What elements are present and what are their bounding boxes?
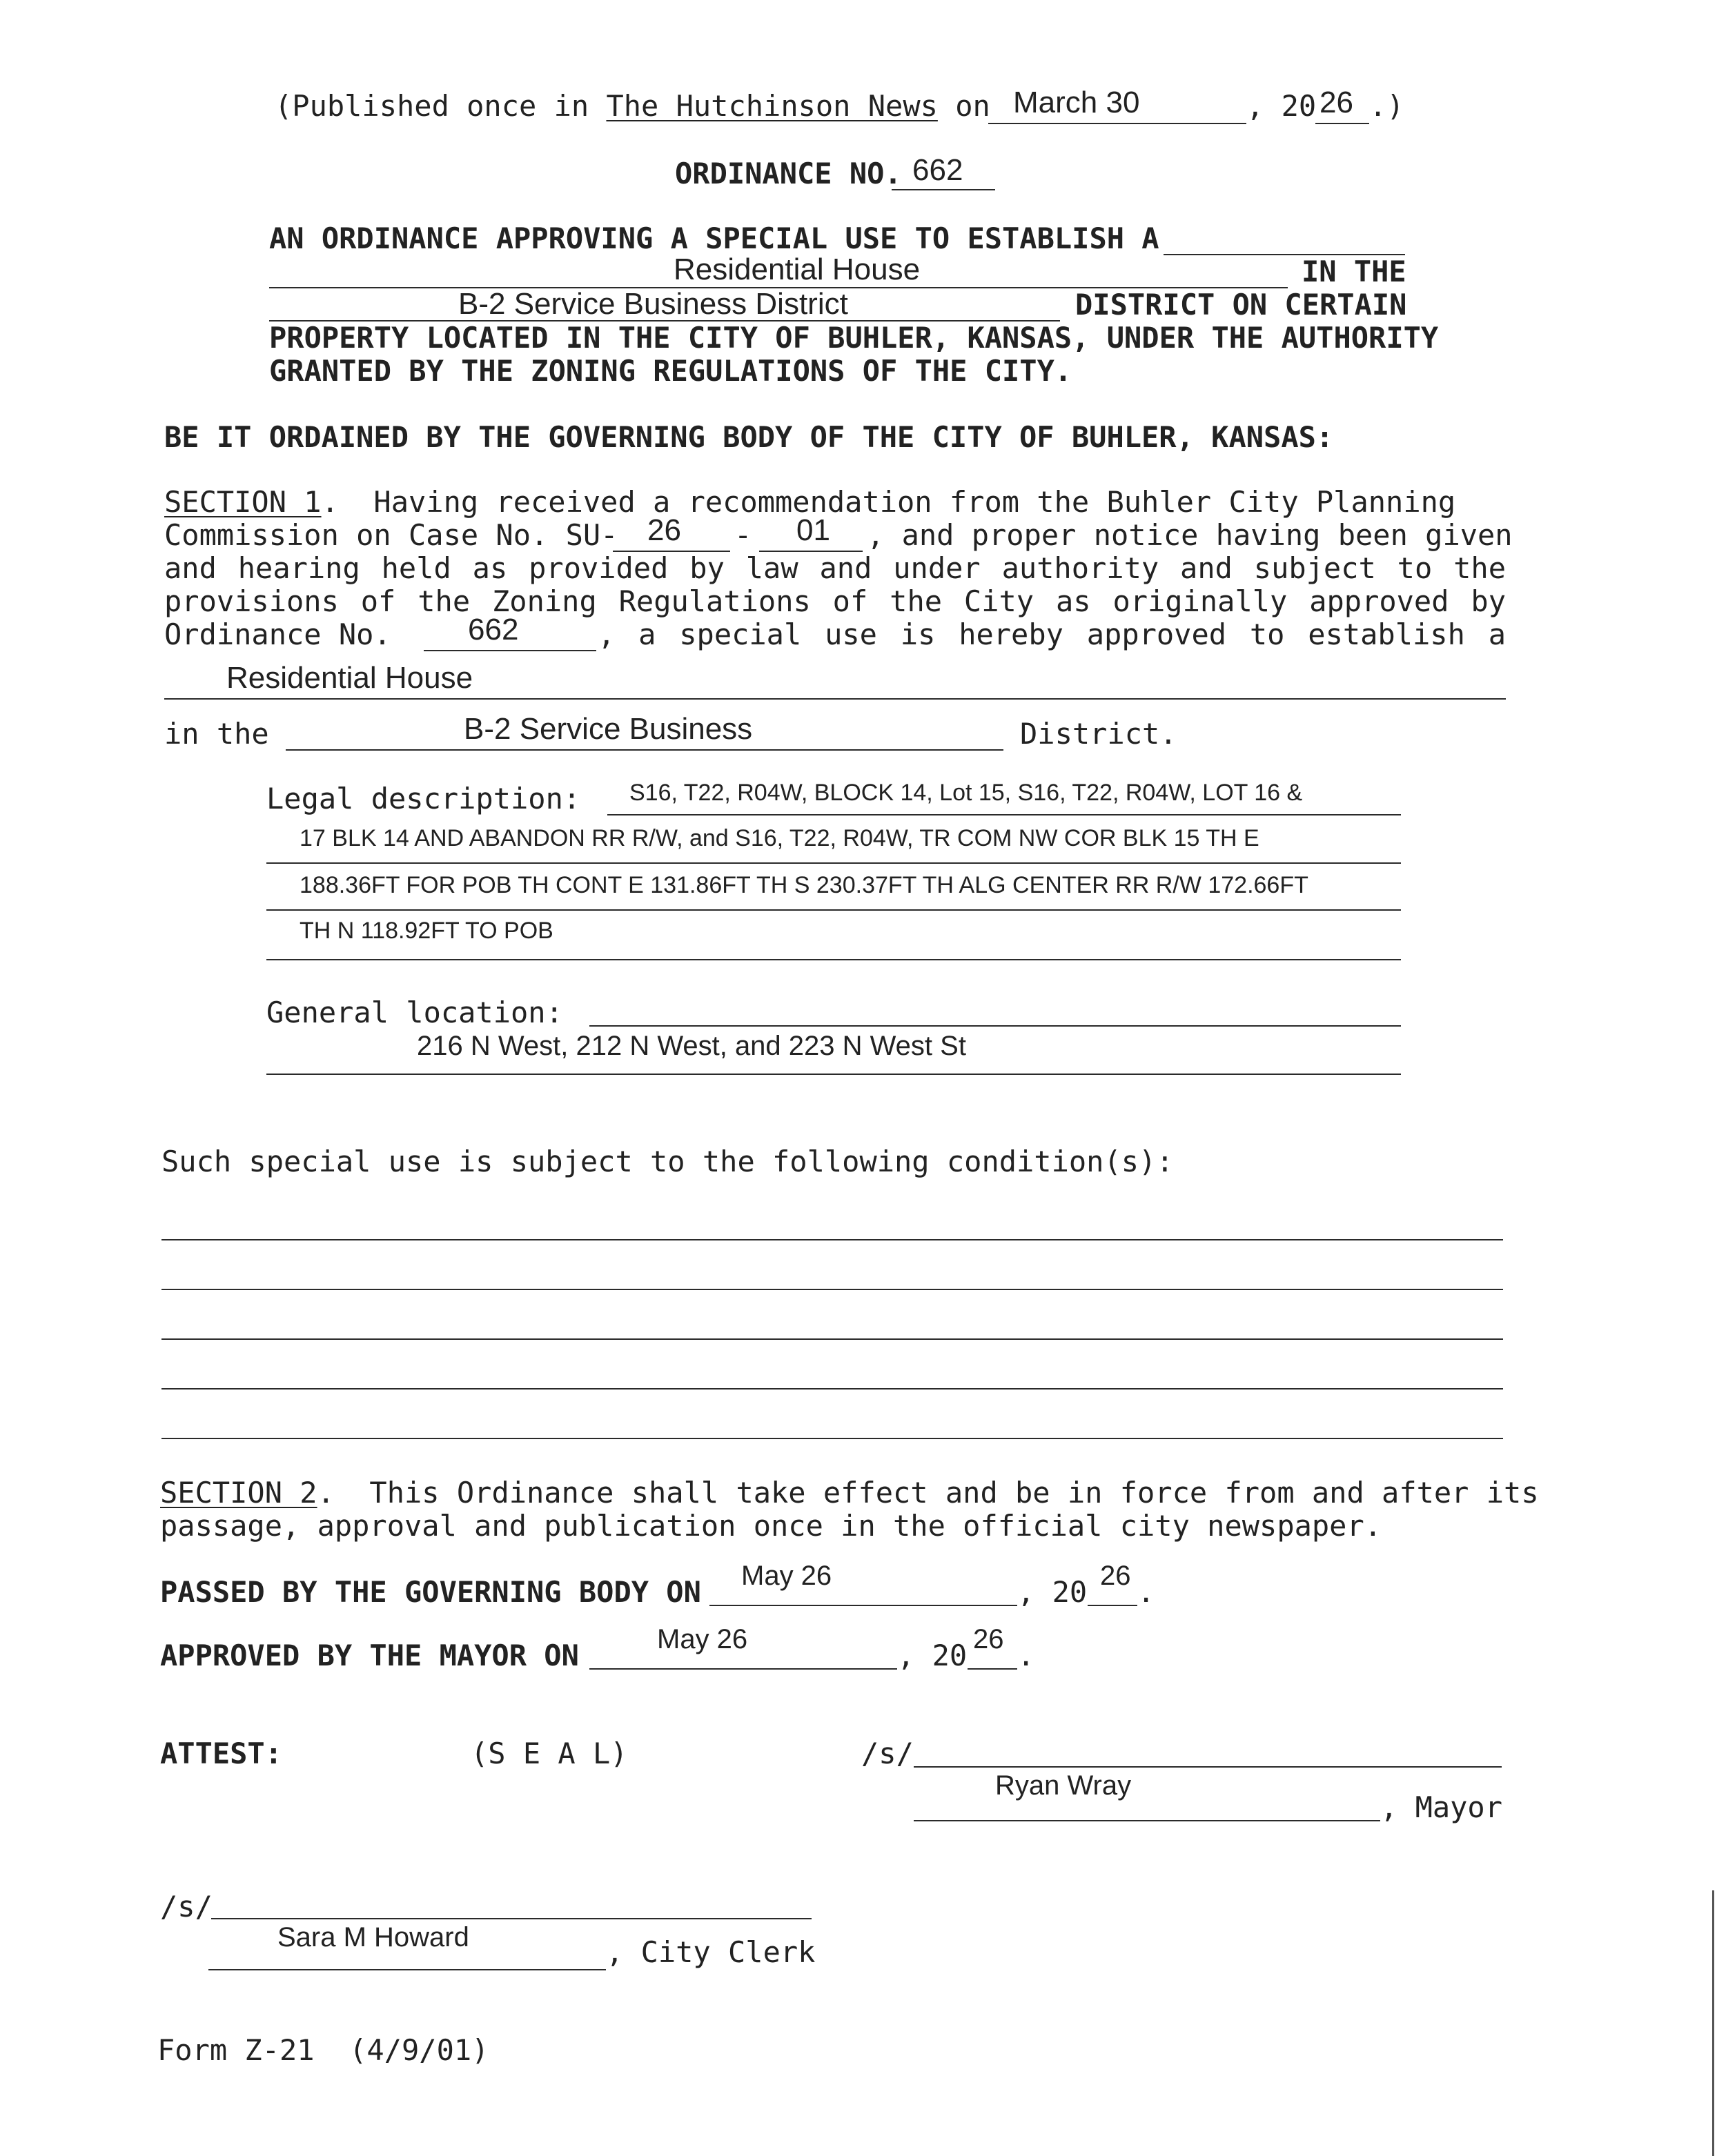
ordinance-number-fill: 662 bbox=[912, 153, 963, 187]
legal-line-1-rule bbox=[607, 814, 1401, 815]
general-location-line-b bbox=[266, 1074, 1401, 1075]
legal-line-3-rule bbox=[266, 909, 1401, 911]
title-line-1: AN ORDINANCE APPROVING A SPECIAL USE TO ESTABLISH A bbox=[269, 221, 1159, 255]
mayor-title: , Mayor bbox=[1380, 1790, 1503, 1824]
condition-line-4 bbox=[161, 1388, 1503, 1389]
title-district-suffix: DISTRICT ON CERTAIN bbox=[1075, 288, 1407, 322]
approved-year-prefix: , 20 bbox=[897, 1639, 968, 1672]
case-dash: - bbox=[734, 518, 752, 552]
publication-year-line bbox=[1315, 123, 1369, 124]
title-line-5: GRANTED BY THE ZONING REGULATIONS OF THE CITY. bbox=[269, 354, 1072, 388]
ordained-heading: BE IT ORDAINED BY THE GOVERNING BODY OF THE CITY OF BUHLER, KANSAS: bbox=[164, 420, 1334, 454]
seal-label: (S E A L) bbox=[471, 1737, 628, 1770]
case-year-fill: 26 bbox=[647, 513, 681, 547]
general-location-line-a bbox=[589, 1025, 1401, 1027]
section1-line-2a: Commission on Case No. SU- bbox=[164, 518, 618, 552]
passed-date-line bbox=[709, 1605, 1017, 1606]
section2-line-2: passage, approval and publication once in the official city newspaper. bbox=[160, 1509, 1382, 1543]
section1-line-4: provisions of the Zoning Regulations of the City as originally approved by bbox=[164, 584, 1506, 618]
section1-in-the: in the bbox=[164, 717, 269, 751]
passed-year-fill: 26 bbox=[1100, 1561, 1131, 1591]
section1-heading: SECTION 1 bbox=[164, 485, 322, 519]
condition-line-5 bbox=[161, 1438, 1503, 1439]
attest-label: ATTEST: bbox=[160, 1737, 283, 1770]
conditions-label: Such special use is subject to the following condition(s): bbox=[161, 1145, 1174, 1178]
legal-line-2-rule bbox=[266, 862, 1401, 864]
newspaper-name: The Hutchinson News bbox=[606, 89, 938, 123]
section1-line-2b: , and proper notice having been given bbox=[867, 518, 1513, 552]
title-in-the: IN THE bbox=[1302, 255, 1406, 288]
section2-heading: SECTION 2 bbox=[160, 1476, 317, 1510]
ordinance-ref-line bbox=[424, 650, 596, 651]
condition-line-1 bbox=[161, 1239, 1503, 1240]
section1-line-1: SECTION 1. Having received a recommendation from the Buhler City Planning bbox=[164, 485, 1456, 519]
publication-suffix: .) bbox=[1369, 89, 1404, 123]
ordinance-ref-fill: 662 bbox=[468, 613, 519, 646]
passed-label: PASSED BY THE GOVERNING BODY ON bbox=[160, 1575, 701, 1609]
general-location-fill: 216 N West, 212 N West, and 223 N West St bbox=[417, 1031, 966, 1061]
passed-end: . bbox=[1137, 1575, 1155, 1609]
passed-date-fill: May 26 bbox=[741, 1561, 832, 1591]
section2-line-1: SECTION 2. This Ordinance shall take effect and be in force from and after its bbox=[160, 1476, 1539, 1510]
section1-line-3: and hearing held as provided by law and under authority and subject to the bbox=[164, 551, 1506, 585]
publication-year-fill: 26 bbox=[1319, 86, 1353, 119]
publication-year-prefix: , 20 bbox=[1246, 89, 1317, 123]
legal-description-label: Legal description: bbox=[266, 782, 581, 815]
clerk-name-fill: Sara M Howard bbox=[277, 1922, 469, 1952]
case-number-fill: 01 bbox=[796, 513, 830, 547]
form-id: Form Z-21 (4/9/01) bbox=[157, 2033, 489, 2067]
section1-line-5b: , a special use is hereby approved to establish a bbox=[598, 617, 1506, 651]
clerk-signature-line bbox=[211, 1918, 812, 1919]
condition-line-3 bbox=[161, 1338, 1503, 1340]
clerk-name-line bbox=[208, 1969, 606, 1970]
publication-date-line bbox=[988, 123, 1246, 124]
scan-edge-mark bbox=[1712, 1890, 1714, 2156]
section1-district-line bbox=[286, 749, 1003, 751]
section1-district-fill: B-2 Service Business bbox=[464, 712, 753, 746]
mayor-name-fill: Ryan Wray bbox=[995, 1770, 1132, 1801]
section1-use-fill: Residential House bbox=[226, 661, 473, 695]
clerk-title: , City Clerk bbox=[606, 1935, 816, 1969]
legal-line-2: 17 BLK 14 AND ABANDON RR R/W, and S16, T22, R04W, TR COM NW COR BLK 15 TH E bbox=[300, 825, 1259, 851]
passed-year-line bbox=[1088, 1605, 1137, 1606]
approved-date-line bbox=[589, 1668, 897, 1670]
section1-use-line bbox=[164, 698, 1506, 700]
mayor-signature-prefix: /s/ bbox=[861, 1737, 914, 1770]
publication-date-fill: March 30 bbox=[1013, 86, 1140, 119]
publication-line: (Published once in The Hutchinson News on bbox=[275, 89, 990, 123]
approved-date-fill: May 26 bbox=[657, 1624, 748, 1654]
title-district-fill: B-2 Service Business District bbox=[458, 287, 848, 321]
ordinance-number-line bbox=[892, 189, 995, 190]
mayor-name-line bbox=[914, 1820, 1380, 1821]
section1-district-suffix: District. bbox=[1020, 717, 1177, 751]
legal-line-1: S16, T22, R04W, BLOCK 14, Lot 15, S16, T22, R04W, LOT 16 & bbox=[629, 780, 1303, 806]
title-line-4: PROPERTY LOCATED IN THE CITY OF BUHLER, KANSAS, UNDER THE AUTHORITY bbox=[269, 321, 1439, 355]
approved-label: APPROVED BY THE MAYOR ON bbox=[160, 1639, 579, 1672]
approved-end: . bbox=[1017, 1639, 1035, 1672]
clerk-signature-prefix: /s/ bbox=[160, 1890, 213, 1923]
general-location-label: General location: bbox=[266, 996, 563, 1029]
mayor-signature-line bbox=[914, 1766, 1502, 1768]
approved-year-fill: 26 bbox=[973, 1624, 1004, 1654]
legal-line-4: TH N 118.92FT TO POB bbox=[300, 918, 553, 944]
title-use-fill: Residential House bbox=[674, 253, 921, 286]
legal-line-4-rule bbox=[266, 959, 1401, 960]
condition-line-2 bbox=[161, 1289, 1503, 1290]
approved-year-line bbox=[968, 1668, 1017, 1670]
legal-line-3: 188.36FT FOR POB TH CONT E 131.86FT TH S 230.37FT TH ALG CENTER RR R/W 172.66FT bbox=[300, 872, 1308, 898]
passed-year-prefix: , 20 bbox=[1017, 1575, 1088, 1609]
ordinance-number-label: ORDINANCE NO. bbox=[675, 157, 902, 190]
section1-line-5a: Ordinance No. bbox=[164, 617, 391, 651]
